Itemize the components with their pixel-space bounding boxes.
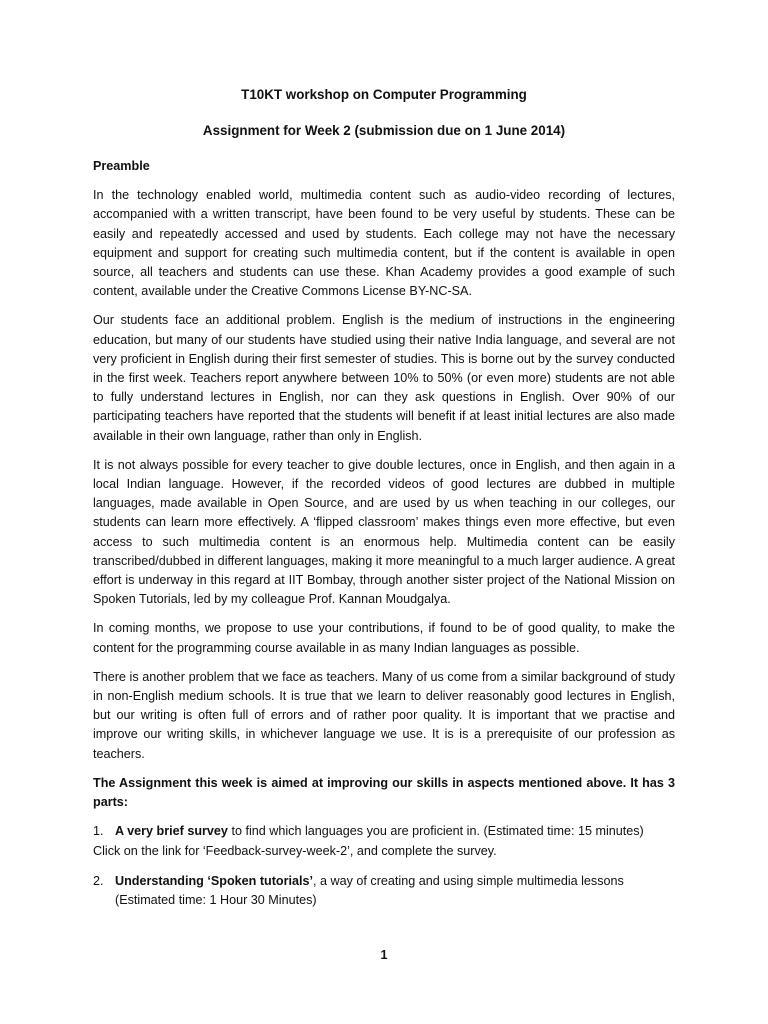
paragraph-2: Our students face an additional problem. English is the medium of instructions in the engineering education, but many of our students have studied using their native India language, and several are not very proficient in English during their first semester of studies. This is borne out by the survey conducted in the first week. Teachers report anywhere between 10% to 50% (or even more) students are not able to fully understand lectures in English, nor can they ask questions in English. Over 90% of our participating teachers have reported that the students will benefit if at least initial lectures are also made available in their own language, rather than only in English.	[93, 313, 675, 443]
list-item-line2: Click on the link for ‘Feedback-survey-week-2’, and complete the survey.	[93, 843, 497, 858]
list-item-number: 1.	[93, 824, 104, 839]
list-item-bold: A very brief survey	[115, 824, 228, 839]
list-item-text: , a way of creating and using simple multimedia lessons	[313, 873, 624, 888]
paragraph-3: It is not always possible for every teacher to give double lectures, once in English, and then again in a local Indian language. However, if the recorded videos of good lectures are dubbed in multiple languages, made available in Open Source, and are used by us when teaching in our colleges, our students can learn more effectively. A ‘flipped classroom’ makes things even more effective, but even access to such multimedia content is an enormous help. Multimedia content can be easily transcribed/dubbed in different languages, making it more meaningful to a much larger audience. A great effort is underway in this regard at IIT Bombay, through another sister project of the National Mission on Spoken Tutorials, led by my colleague Prof. Kannan Moudgalya.	[93, 457, 675, 607]
paragraph-1: In the technology enabled world, multimedia content such as audio-video recording of lectures, accompanied with a written transcript, have been found to be very useful by students. These can be easily and repeatedly accessed and used by students. Each college may not have the necessary equipment and support for creating such multimedia content, but if the content is available in open source, all teachers and students can use these. Khan Academy provides a good example of such content, available under the Creative Commons License BY-NC-SA.	[93, 188, 675, 299]
page-number: 1	[380, 948, 388, 962]
assignment-intro: The Assignment this week is aimed at improving our skills in aspects mentioned above. It has 3 parts:	[93, 775, 675, 810]
paragraph-5: There is another problem that we face as teachers. Many of us come from a similar background of study in non-English medium schools. It is true that we learn to deliver reasonably good lectures in English, but our writing is often full of errors and of rather poor quality. It is important that we practise and improve our writing skills, in whichever language we use. It is is a prerequisite of our profession as teachers.	[93, 669, 675, 761]
document-subtitle: Assignment for Week 2 (submission due on 1 June 2014)	[202, 123, 566, 138]
paragraph-4: In coming months, we propose to use your contributions, if found to be of good quality, to make the content for the programming course available in as many Indian languages as possible.	[93, 621, 675, 655]
preamble-heading: Preamble	[93, 159, 150, 173]
document-title: T10KT workshop on Computer Programming	[241, 87, 527, 102]
list-item-line2: (Estimated time: 1 Hour 30 Minutes)	[115, 892, 317, 907]
list-item-text: to find which languages you are proficient in. (Estimated time: 15 minutes)	[227, 824, 644, 839]
document-body	[93, 85, 675, 921]
list-item-bold: Understanding ‘Spoken tutorials’	[115, 873, 314, 888]
list-item	[93, 822, 675, 860]
list-item	[93, 872, 675, 910]
list-item-number: 2.	[93, 873, 104, 888]
